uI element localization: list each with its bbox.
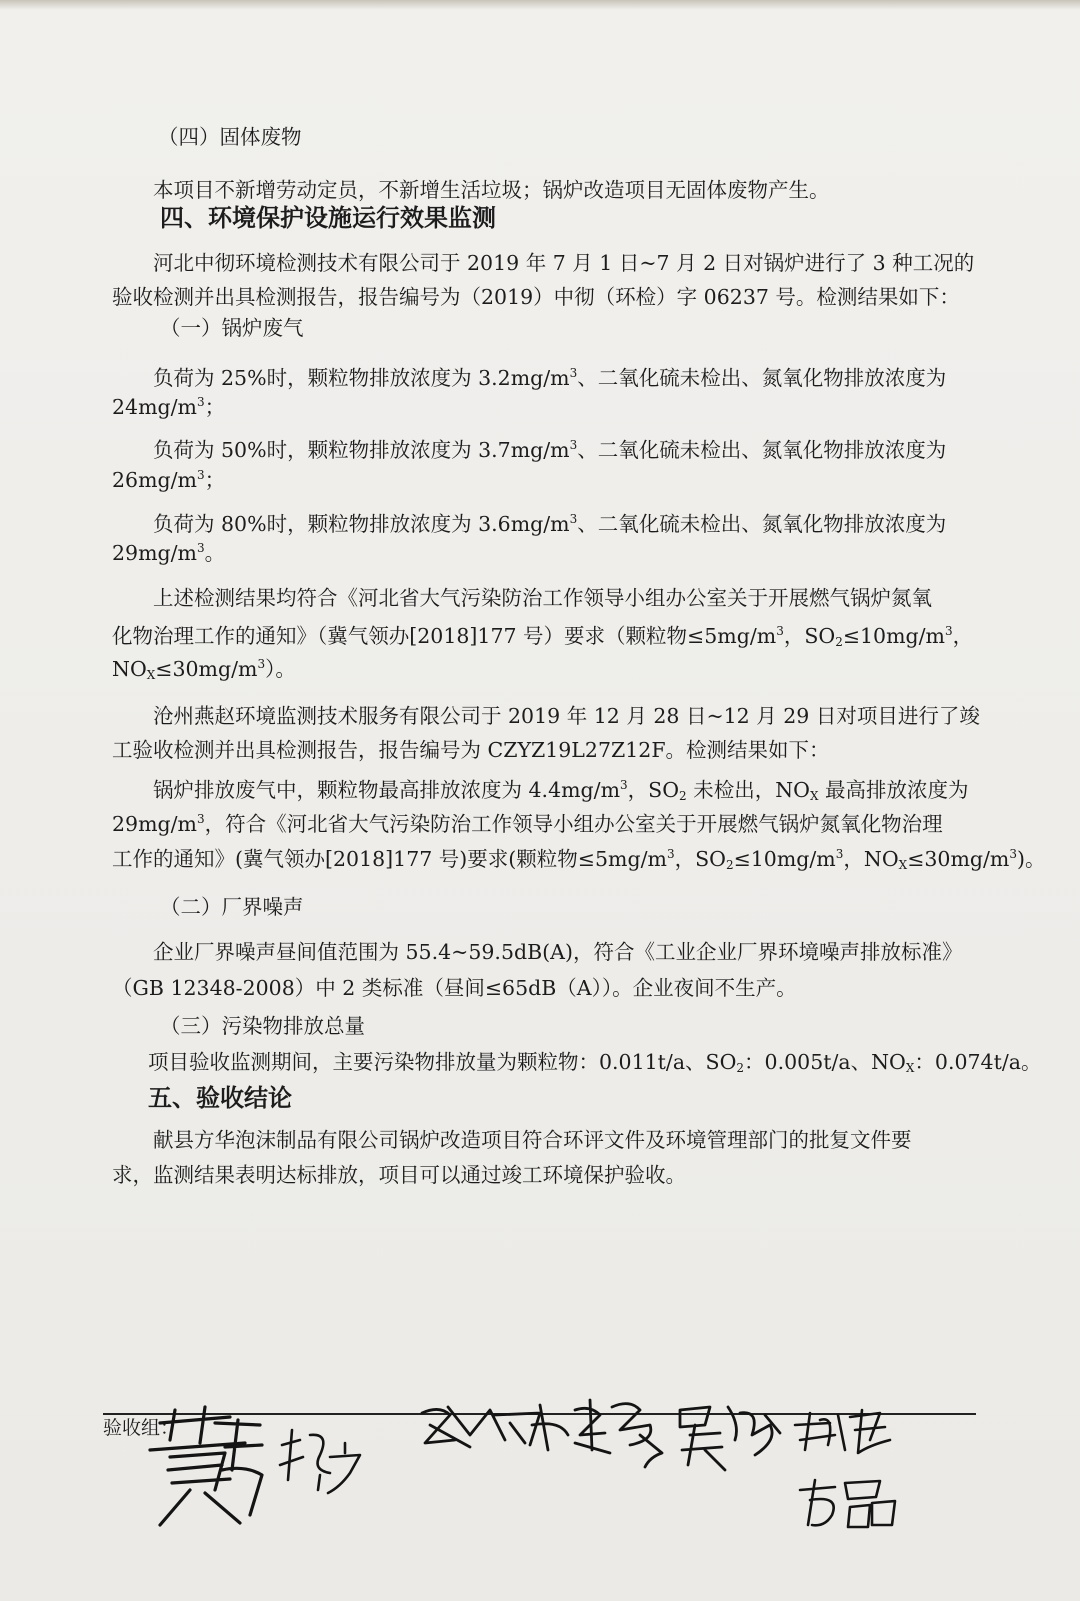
text-l19f: )。 (1017, 847, 1046, 871)
text-l23: （三）污染物排放总量 (160, 1014, 365, 1038)
text-l8b: 、二氧化硫未检出、氮氧化物排放浓度为 (577, 438, 947, 462)
text-l13c: ≤10mg/m (842, 624, 945, 648)
sub: 2 (736, 1061, 745, 1075)
sup: 3 (945, 624, 953, 638)
text-h4: 四、环境保护设施运行效果监测 (160, 204, 496, 232)
punct: 。 (204, 541, 226, 565)
load-80-line1 (153, 510, 946, 538)
text-l17b: ，SO (627, 778, 680, 802)
text-l7: 24mg/m (112, 395, 197, 419)
paragraph-noise-line2 (112, 974, 797, 1002)
compliance-line3 (112, 655, 296, 683)
paragraph-solid-waste (153, 176, 830, 204)
sub: 2 (679, 789, 687, 803)
sub: 2 (835, 635, 843, 649)
subheading-solid-waste (158, 123, 302, 151)
sub: 2 (725, 858, 734, 872)
sup: 3 (569, 366, 578, 380)
text-l19c: ≤10mg/m (733, 847, 836, 871)
sup: 3 (620, 778, 628, 792)
sub: X (905, 1061, 915, 1075)
paragraph-yanzhao-line2 (112, 736, 830, 764)
load-50-line1 (153, 436, 946, 464)
text-l26: 求，监测结果表明达标排放，项目可以通过竣工环境保护验收。 (112, 1163, 686, 1187)
text-l24c: ：0.074t/a。 (914, 1050, 1042, 1074)
text-l17a: 锅炉排放废气中，颗粒物最高排放浓度为 4.4mg/m (153, 778, 621, 802)
signature-block (0, 1395, 1080, 1601)
text-l19a: 工作的通知》(冀气领办[2018]177 号)要求(颗粒物≤5mg/m (112, 847, 667, 871)
heading-section-5 (148, 1083, 292, 1113)
sup: 3 (257, 657, 266, 671)
paper-edge-shadow (0, 0, 1080, 10)
subheading-noise (160, 893, 304, 921)
text-l18a: 29mg/m (112, 812, 197, 836)
subheading-boiler-gas (160, 314, 304, 342)
load-80-line2 (112, 539, 225, 567)
punct: ， (952, 624, 974, 648)
paragraph-conclusion-line1 (153, 1126, 912, 1154)
text-l19d: ，NO (843, 847, 899, 871)
sup: 3 (1009, 847, 1017, 861)
load-25-line1 (153, 364, 946, 392)
subheading-total-emission (160, 1012, 365, 1040)
sub: X (809, 789, 819, 803)
text-l12: 上述检测结果均符合《河北省大气污染防治工作领导小组办公室关于开展燃气锅炉氮氧 (153, 586, 932, 610)
text-l1: （四）固体废物 (158, 125, 302, 149)
text-l10b: 、二氧化硫未检出、氮氧化物排放浓度为 (577, 512, 947, 536)
paragraph-zhongche-line1 (153, 249, 974, 277)
text-l25: 献县方华泡沫制品有限公司锅炉改造项目符合环评文件及环境管理部门的批复文件要 (153, 1128, 912, 1152)
text-l13a: 化物治理工作的通知》（冀气领办[2018]177 号）要求（颗粒物≤5mg/m (112, 624, 777, 648)
sup: 3 (197, 812, 205, 826)
text-l8a: 负荷为 50%时，颗粒物排放浓度为 3.7mg/m (153, 438, 570, 462)
text-l22: （GB 12348-2008）中 2 类标准（昼间≤65dB（A））。企业夜间不生产。 (112, 976, 797, 1000)
text-l14a: NO (112, 657, 147, 681)
paragraph-yanzhao-line1 (153, 702, 980, 730)
paragraph-noise-line1 (153, 938, 962, 966)
sup: 3 (776, 624, 784, 638)
signature-3 (422, 1405, 568, 1450)
sup: 3 (197, 395, 205, 409)
text-l10a: 负荷为 80%时，颗粒物排放浓度为 3.6mg/m (153, 512, 570, 536)
paragraph-zhongche-line2 (112, 283, 960, 311)
text-l18b: ，符合《河北省大气污染防治工作领导小组办公室关于开展燃气锅炉氮氧化物治理 (204, 812, 943, 836)
signature-4 (575, 1400, 662, 1467)
sup: 3 (666, 847, 675, 861)
heading-section-4 (160, 203, 496, 233)
text-l9: 26mg/m (112, 468, 197, 492)
text-l17c: 未检出，NO (686, 778, 810, 802)
text-l21: 企业厂界噪声昼间值范围为 55.4~59.5dB(A)，符合《工业企业厂界环境噪声排放标准》 (153, 940, 963, 964)
sup: 3 (569, 438, 578, 452)
text-l11: 29mg/m (112, 541, 197, 565)
punct: ； (204, 468, 226, 492)
text-h5: 五、验收结论 (148, 1084, 292, 1112)
sup: 3 (197, 541, 205, 555)
text-l5: （一）锅炉废气 (160, 316, 304, 340)
text-l6b: 、二氧化硫未检出、氮氧化物排放浓度为 (577, 366, 947, 390)
signature-7 (800, 1480, 895, 1527)
signature-5 (680, 1407, 780, 1470)
sup: 3 (569, 512, 578, 526)
signature-1 (150, 1407, 262, 1525)
text-l19e: ≤30mg/m (907, 847, 1010, 871)
compliance-line2 (112, 622, 973, 650)
text-l4: 验收检测并出具检测报告，报告编号为（2019）中彻（环检）字 06237 号。检测结果如下： (112, 285, 960, 309)
text-l24a: 项目验收监测期间，主要污染物排放量为颗粒物：0.011t/a、SO (148, 1050, 737, 1074)
paragraph-yanzhao-line3 (153, 776, 969, 804)
text-l19b: ，SO (674, 847, 726, 871)
text-l24b: ：0.005t/a、NO (744, 1050, 906, 1074)
text-l20: （二）厂界噪声 (160, 895, 304, 919)
compliance-line1 (153, 584, 932, 612)
paragraph-yanzhao-line5 (112, 845, 1046, 873)
text-l13b: ，SO (783, 624, 836, 648)
punct: ； (204, 395, 226, 419)
text-l6a: 负荷为 25%时，颗粒物排放浓度为 3.2mg/m (153, 366, 570, 390)
paragraph-yanzhao-line4 (112, 810, 943, 838)
paragraph-total-emission (148, 1048, 1041, 1076)
text-l2: 本项目不新增劳动定员，不新增生活垃圾；锅炉改造项目无固体废物产生。 (153, 178, 830, 202)
handwritten-signatures (0, 1395, 1080, 1601)
load-50-line2 (112, 466, 225, 494)
sub: X (146, 668, 156, 682)
sup: 3 (835, 847, 844, 861)
text-l14b: ≤30mg/m (155, 657, 258, 681)
signature-6 (795, 1410, 890, 1453)
text-l17d: 最高排放浓度为 (818, 778, 969, 802)
text-l16: 工验收检测并出具检测报告，报告编号为 CZYZ19L27Z12F。检测结果如下： (112, 738, 830, 762)
text-l3: 河北中彻环境检测技术有限公司于 2019 年 7 月 1 日~7 月 2 日对锅炉进行了 3 种工况的 (153, 251, 975, 275)
load-25-line2 (112, 393, 225, 421)
signature-2 (280, 1430, 360, 1493)
sub: X (898, 858, 908, 872)
text-l15: 沧州燕赵环境监测技术服务有限公司于 2019 年 12 月 28 日~12 月 29 日对项目进行了竣 (153, 704, 980, 728)
text-l14c: ）。 (265, 657, 296, 681)
sup: 3 (197, 468, 205, 482)
signature-label: 验收组： (103, 1417, 180, 1439)
paragraph-conclusion-line2 (112, 1161, 686, 1189)
